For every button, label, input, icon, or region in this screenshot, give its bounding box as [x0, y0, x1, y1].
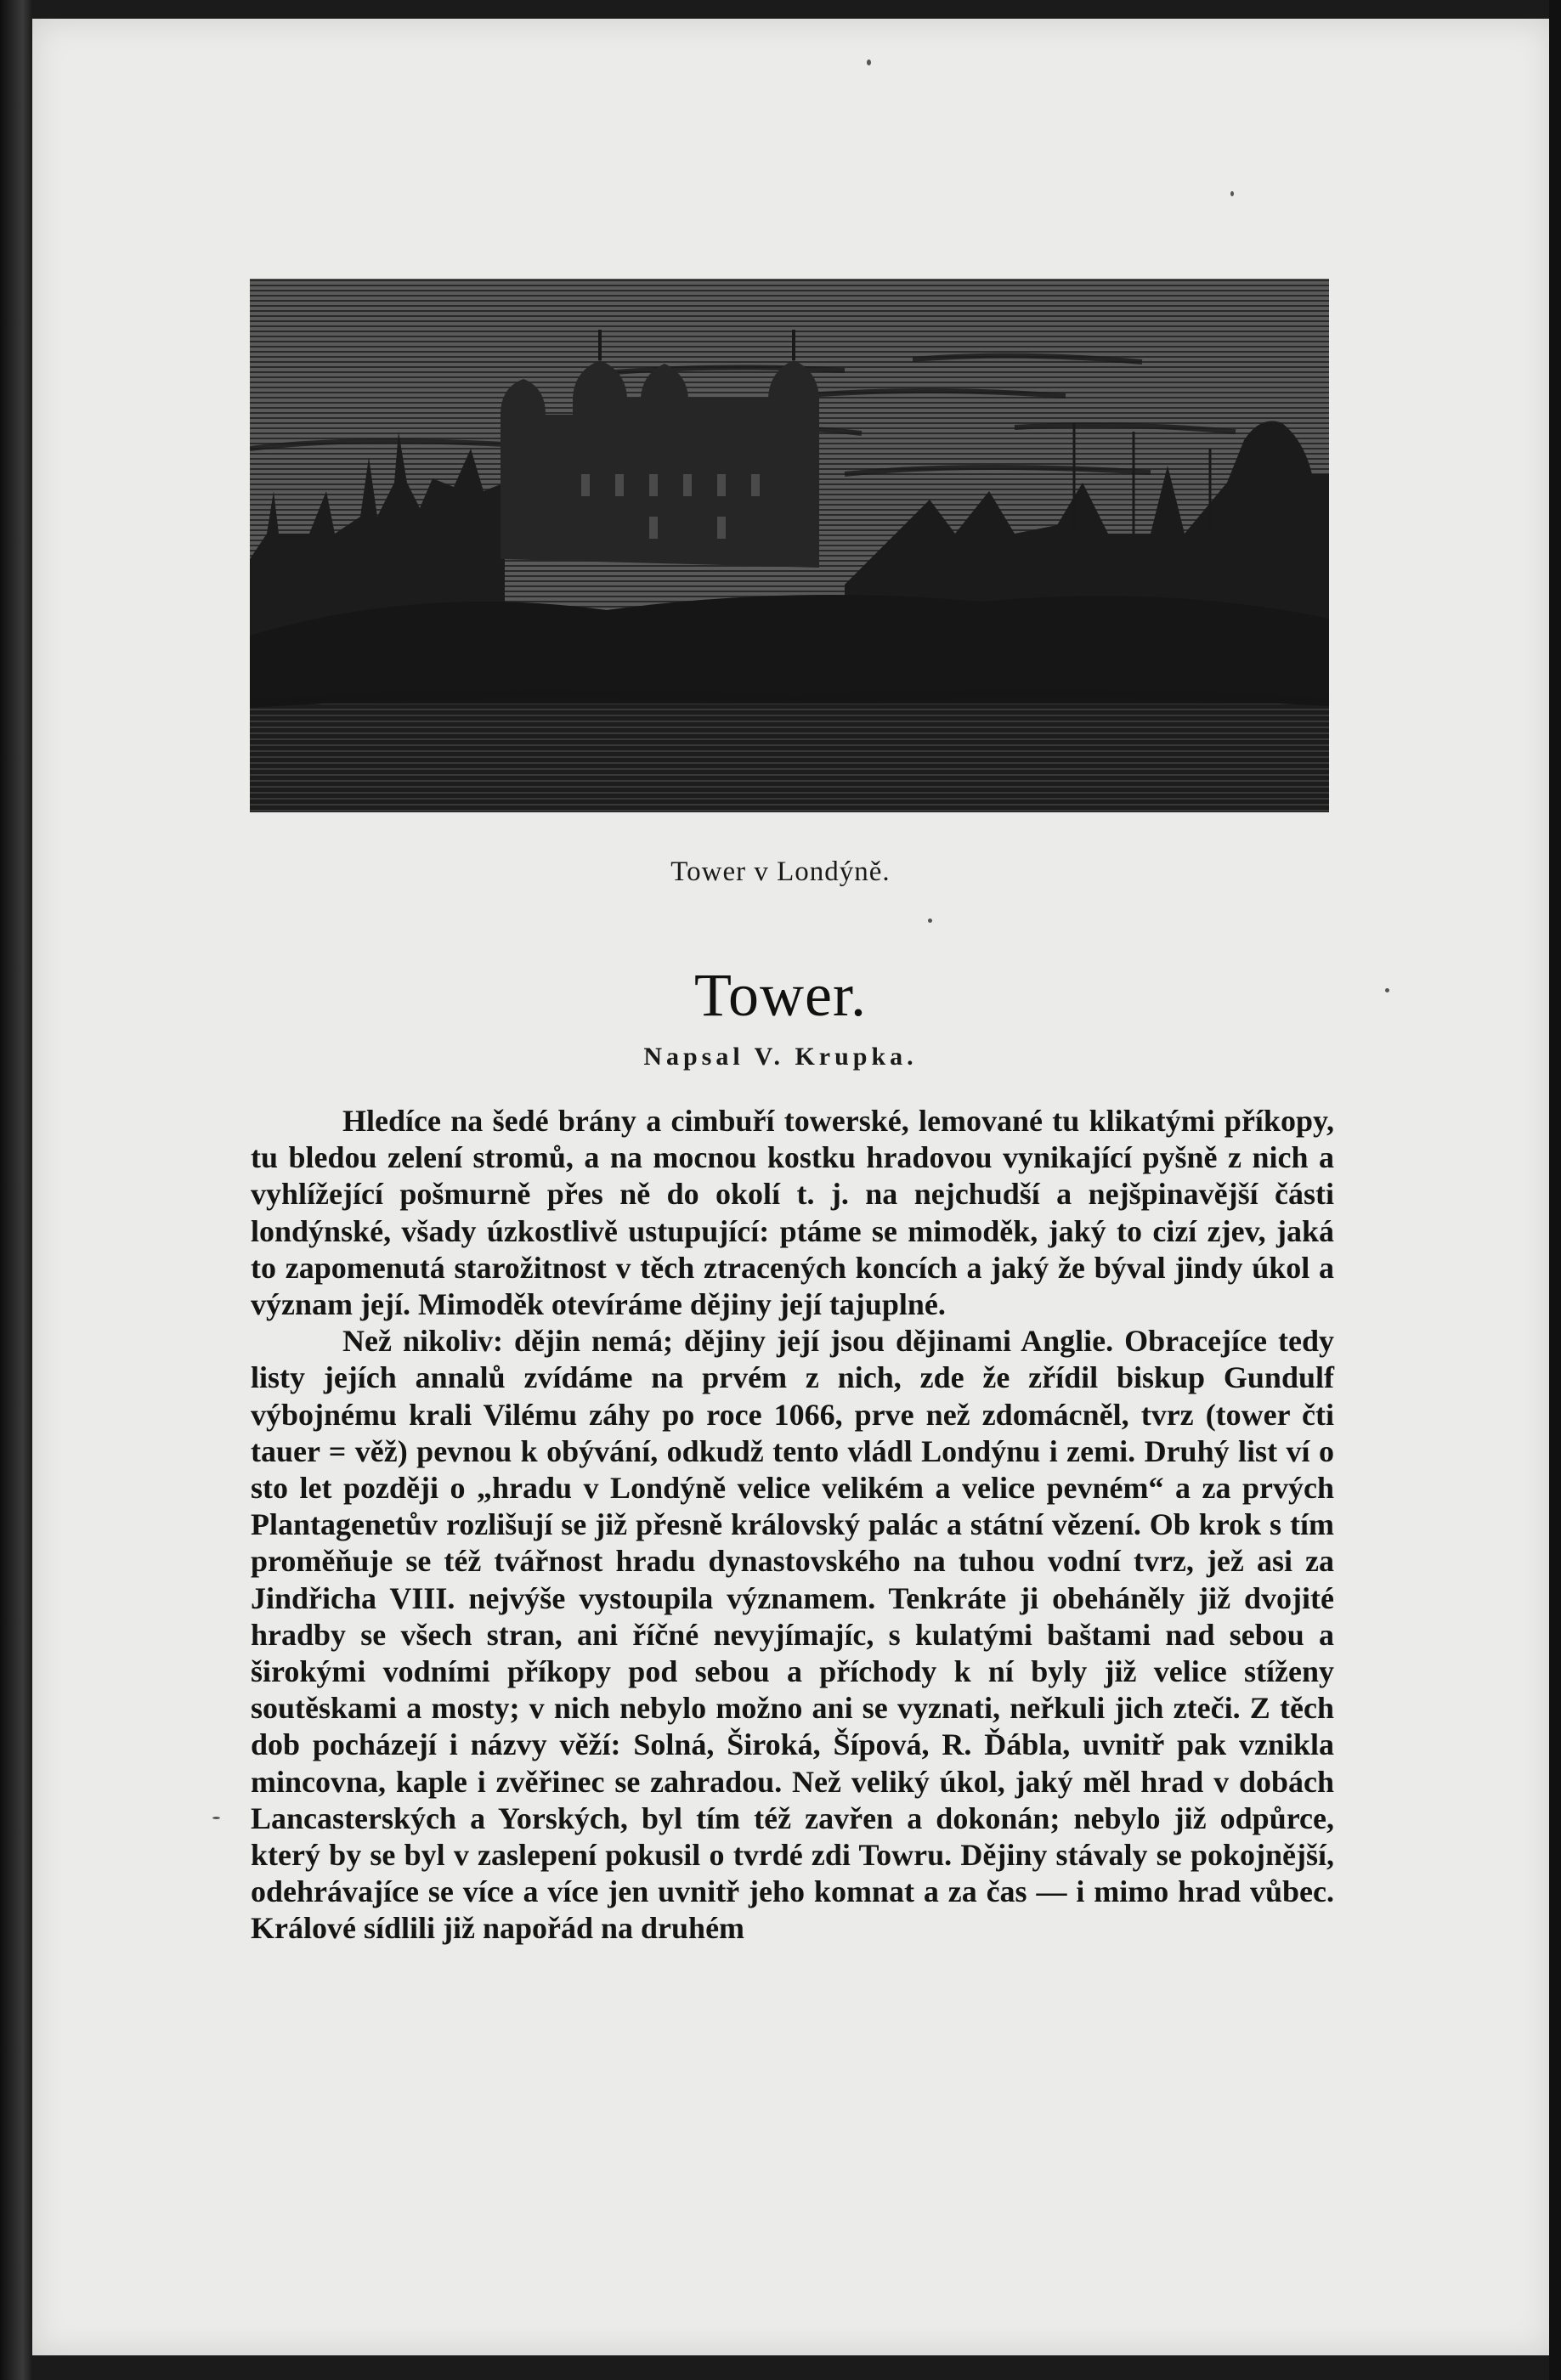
article-author: Napsal V. Krupka. — [643, 1043, 918, 1071]
tower-engraving — [250, 279, 1329, 812]
scan-speck — [1230, 191, 1234, 196]
scan-speck — [212, 1817, 220, 1819]
article-body — [251, 1103, 1334, 1948]
paragraph: Hledíce na šedé brány a cimbuří towerské, lemované tu klikatými příkopy, tu bledou zelení stromů, a na mocnou kostku hradovou vynikající pyšně z nich a vyhlížející pošmurně přes ně do okolí t. j. na nejchudší a nejšpinavější části londýnské, všady úzkostlivě ustupující: ptáme se mimoděk, jaký to cizí zjev, jaká to zapomenutá starožitnost v těch ztracených koncích a jaký že býval jindy úkol a význam její. Mimoděk otevíráme dějiny její tajuplné. — [251, 1104, 1334, 1322]
scan-left-edge — [0, 0, 32, 2380]
scan-speck — [867, 59, 871, 65]
scan-speck — [928, 919, 932, 923]
article-title: Tower. — [694, 961, 867, 1029]
scan-right-edge — [1549, 0, 1561, 2380]
paragraph: Než nikoliv: dějin nemá; dějiny její jsou dějinami Anglie. Obracejíce tedy listy jejích annalů zvídáme na prvém z nich, zde že zřídil biskup Gundulf výbojnému krali Vilému záhy po roce 1066, prve než zdomácněl, tvrz (tower čti tauer = věž) pevnou k obývání, odkudž tento vládl Londýnu i zemi. Druhý list ví o sto let později o „hradu v Londýně velice velikém a velice pevném“ a za prvých Plantagenetův rozlišují se již přesně královský palác a státní vězení. Ob krok s tím proměňuje se též tvářnost hradu dynastovského na tuhou vodní tvrz, jež asi za Jindřicha VIII. nejvýše vystoupila významem. Tenkráte ji obeháněly již dvojité hradby se všech stran, ani říčné nevyjímajíc, s kulatými baštami nad sebou a širokými vodními příkopy pod sebou a příchody k ní byly již velice stíženy soutěskami a mosty; v nich nebylo možno ani se vyznati, neřkuli jich zteči. Z těch dob pocházejí i názvy věží: Solná, Široká, Šípová, R. Ďábla, uvnitř pak vznikla mincovna, kaple i zvěřinec se zahradou. Než veliký úkol, jaký měl hrad v dobách Lancasterských a Yorských, byl tím též zavřen a dokonán; nebylo již odpůrce, který by se byl v zaslepení pokusil o tvrdé zdi Towru. Dějiny stávaly se pokojnější, odehrávajíce se více a více jen uvnitř jeho komnat a za čas — i mimo hrad vůbec. Králové sídlili již napořád na druhém — [251, 1324, 1334, 1946]
illustration-caption: Tower v Londýně. — [670, 856, 891, 887]
